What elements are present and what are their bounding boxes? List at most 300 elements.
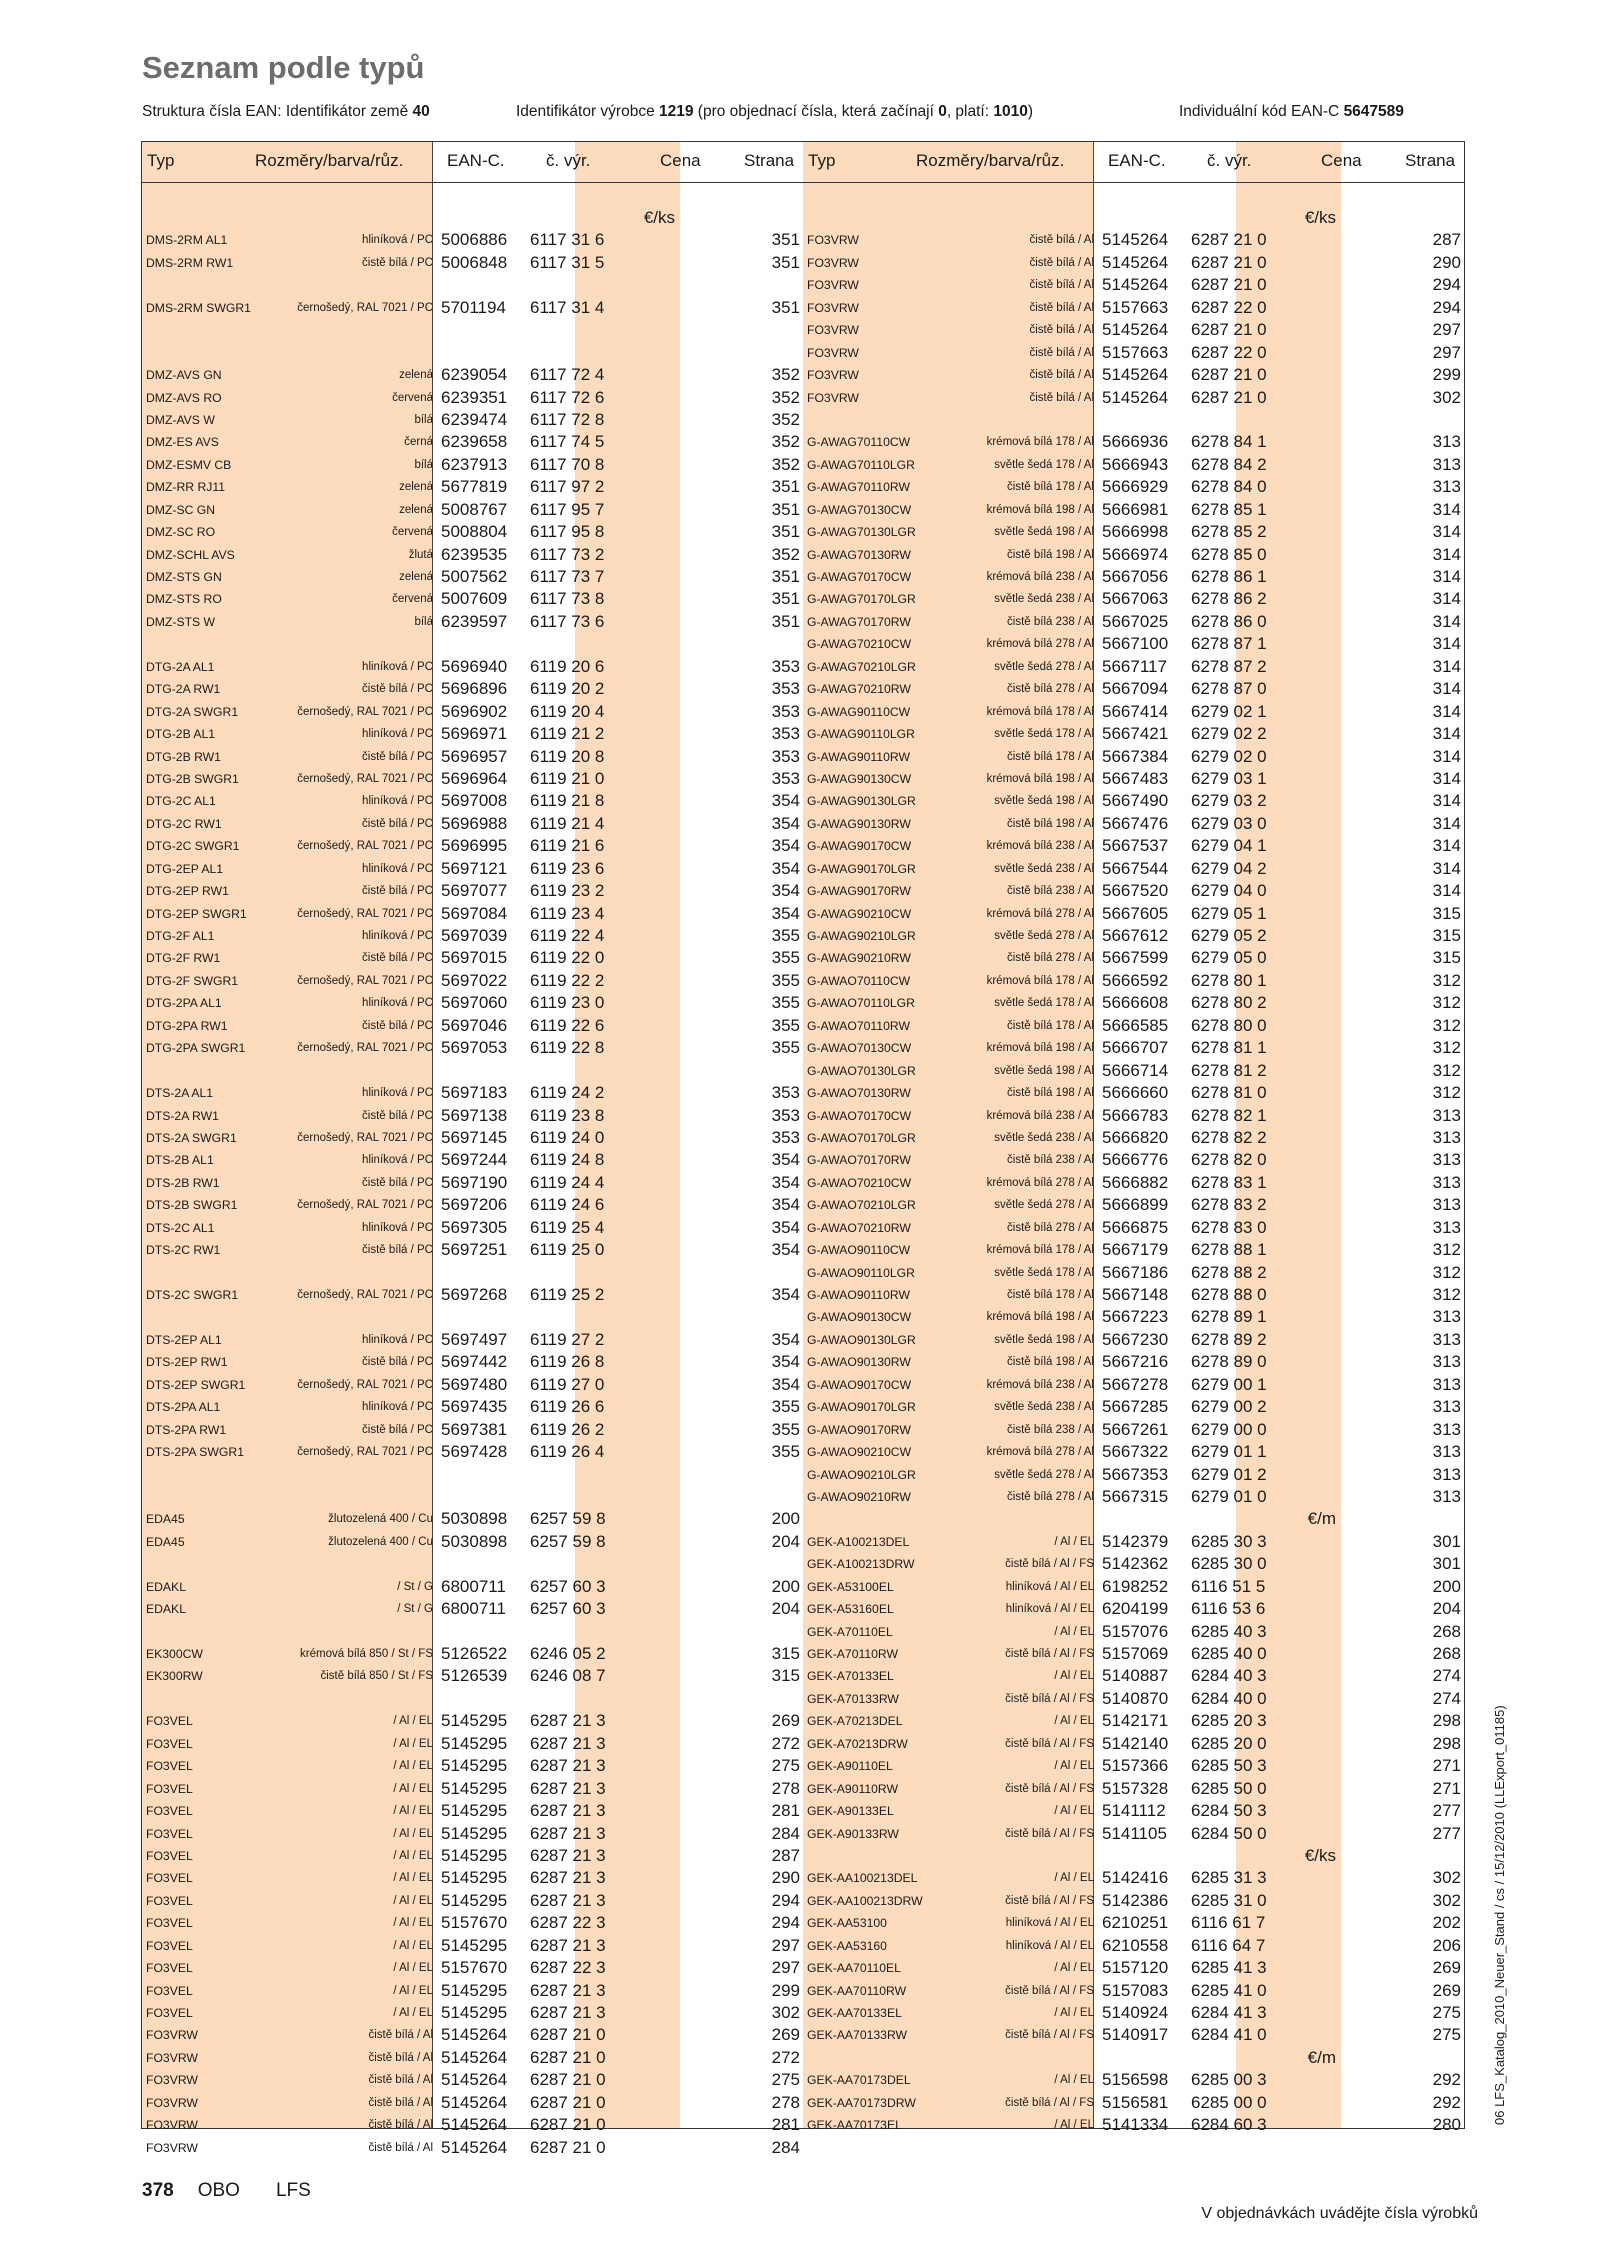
cell-typ: DTG-2EP SWGR1: [146, 906, 247, 921]
cell-strana: 312: [1432, 1060, 1461, 1080]
cell-typ: G-AWAO90110LGR: [807, 1265, 915, 1280]
cell-vyr: 6285 00 3: [1191, 2070, 1267, 2090]
cell-ean: 5145264: [1102, 320, 1169, 340]
cell-vyr: 6117 70 8: [530, 454, 605, 474]
cell-strana: 314: [1432, 881, 1461, 901]
cell-strana: 353: [771, 701, 800, 721]
cell-ean: 5142386: [1102, 1890, 1169, 1910]
cell-ean: 5697060: [441, 993, 508, 1013]
cell-vyr: 6117 95 7: [530, 499, 605, 519]
table-row: [142, 1867, 803, 1889]
cell-typ: G-AWAO90130CW: [807, 1310, 912, 1325]
table-row: [803, 1419, 1464, 1441]
cell-rozmery: čistě bílá 178 / Al: [1007, 1019, 1094, 1032]
table-row: [142, 1755, 803, 1777]
cell-ean: 5666899: [1102, 1195, 1169, 1215]
table-row: [142, 1733, 803, 1755]
cell-rozmery: čistě bílá / Al: [1029, 234, 1094, 247]
cell-rozmery: krémová bílá 198 / Al: [986, 1042, 1094, 1055]
cell-ean: 5145295: [441, 1733, 508, 1753]
cell-typ: GEK-A70133EL: [807, 1669, 894, 1684]
cell-strana: 352: [771, 432, 800, 452]
cell-rozmery: černošedý, RAL 7021 / PC: [297, 1446, 433, 1459]
cell-ean: 5666875: [1102, 1217, 1169, 1237]
table-row: [142, 1912, 803, 1934]
cell-rozmery: čistě bílá / Al / FS: [1005, 1558, 1094, 1571]
cell-typ: EDAKL: [146, 1602, 186, 1617]
table-row: [142, 229, 803, 251]
cell-ean: 5141105: [1102, 1823, 1167, 1843]
cell-strana: 315: [1432, 926, 1461, 945]
cell-strana: 314: [1432, 813, 1461, 833]
table-row: [803, 970, 1464, 992]
cell-ean: 5667605: [1102, 903, 1169, 923]
cell-vyr: 6117 31 5: [530, 252, 605, 272]
cell-typ: EK300RW: [146, 1669, 203, 1684]
cell-strana: 274: [1432, 1666, 1461, 1686]
cell-vyr: 6119 20 6: [530, 656, 605, 676]
cell-vyr: 6278 89 0: [1191, 1352, 1267, 1372]
table-row: [803, 1306, 1464, 1328]
cell-strana: 314: [1432, 544, 1461, 564]
cell-strana: 354: [771, 1240, 800, 1260]
side-export-note: 06 LFS_Katalog_2010_Neuer_Stand / cs / 15/12/2010 (LLExport_01185): [1492, 1705, 1507, 2125]
cell-rozmery: / Al / EL: [393, 1827, 433, 1840]
table-row: [803, 768, 1464, 790]
cell-rozmery: hliníková / PC: [362, 660, 433, 673]
cell-strana: 200: [771, 1509, 800, 1529]
cell-vyr: 6279 00 0: [1191, 1419, 1267, 1439]
table-left-half: [142, 142, 804, 2157]
table-row: [803, 544, 1464, 566]
cell-strana: 314: [1432, 858, 1461, 878]
table-row: [803, 1149, 1464, 1171]
cell-typ: FO3VEL: [146, 1714, 193, 1729]
cell-ean: 5667179: [1102, 1240, 1169, 1260]
cell-ean: 5667544: [1102, 858, 1169, 878]
cell-strana: 204: [771, 1531, 800, 1551]
cell-vyr: 6257 60 3: [530, 1599, 606, 1619]
cell-ean: 5145264: [441, 2092, 508, 2112]
cell-ean: 6239597: [441, 611, 508, 631]
cell-typ: FO3VRW: [807, 390, 859, 405]
table-row: [803, 476, 1464, 498]
cell-rozmery: čistě bílá 198 / Al: [1007, 1356, 1094, 1369]
cell-typ: FO3VEL: [146, 1893, 193, 1908]
table-row: [142, 1778, 803, 1800]
cell-vyr: 6257 60 3: [530, 1576, 606, 1596]
cell-ean: 5697008: [441, 791, 508, 811]
table-row: [142, 1306, 803, 1328]
cell-strana: 269: [1432, 1958, 1461, 1978]
cell-vyr: 6278 86 1: [1191, 567, 1267, 586]
cell-ean: 5667216: [1102, 1352, 1169, 1372]
cell-vyr: 6285 40 3: [1191, 1621, 1267, 1641]
cell-typ: FO3VRW: [146, 2140, 198, 2155]
table-row: [142, 1396, 803, 1418]
cell-typ: DTG-2C SWGR1: [146, 839, 240, 854]
cell-vyr: 6287 21 0: [530, 2115, 606, 2135]
cell-rozmery: hliníková / Al / EL: [1005, 1939, 1094, 1952]
cell-ean: 5697121: [441, 858, 508, 878]
table-row: [142, 1284, 803, 1306]
cell-strana: 313: [1432, 1352, 1461, 1372]
cell-typ: DMZ-SCHL AVS: [146, 547, 235, 562]
table-row: [142, 1149, 803, 1171]
table-row: [803, 1037, 1464, 1059]
cell-vyr: 6284 50 3: [1191, 1801, 1267, 1821]
cell-rozmery: krémová bílá 278 / Al: [986, 1176, 1094, 1189]
cell-typ: G-AWAO70110LGR: [807, 996, 915, 1011]
table-row: [803, 858, 1464, 880]
cell-typ: G-AWAG70170LGR: [807, 592, 916, 607]
table-row: [803, 746, 1464, 768]
cell-vyr: 6287 21 3: [530, 1890, 606, 1910]
cell-typ: G-AWAG90210CW: [807, 906, 912, 921]
cell-ean: 5666592: [1102, 970, 1169, 990]
cell-strana: 268: [1432, 1644, 1461, 1663]
cell-vyr: 6278 87 0: [1191, 679, 1267, 699]
cell-vyr: 6287 21 3: [530, 1868, 606, 1888]
cell-ean: 5667025: [1102, 611, 1169, 631]
cell-rozmery: světle šedá 198 / Al: [994, 526, 1094, 539]
cell-ean: 5140924: [1102, 2003, 1169, 2022]
table-row: [803, 207, 1464, 229]
cell-rozmery: čistě bílá / Al / FS: [1005, 2096, 1094, 2109]
table-row: [803, 1643, 1464, 1665]
cell-rozmery: světle šedá 278 / Al: [994, 1468, 1094, 1481]
cell-vyr: 6119 20 4: [530, 701, 605, 721]
cell-typ: EDA45: [146, 1512, 185, 1527]
cell-ean: 5667537: [1102, 836, 1169, 856]
cell-ean: 5140887: [1102, 1666, 1169, 1686]
table-row: [142, 409, 803, 431]
cell-ean: 5666943: [1102, 454, 1169, 474]
table-row: [803, 409, 1464, 431]
table-row: [803, 790, 1464, 812]
table-right-half: [803, 142, 1464, 2135]
cell-ean: 5697077: [441, 881, 508, 901]
cell-strana: 302: [771, 2003, 800, 2022]
table-row: [803, 2002, 1464, 2024]
table-row: [142, 1105, 803, 1127]
table-row: [142, 207, 803, 229]
cell-ean: 5141112: [1102, 1801, 1166, 1821]
cell-strana: 313: [1432, 1127, 1461, 1147]
cell-strana: 294: [1432, 297, 1461, 317]
cell-vyr: 6284 41 3: [1191, 2003, 1267, 2022]
table-row: [803, 1823, 1464, 1845]
cell-strana: 354: [771, 881, 800, 901]
cell-rozmery: černošedý, RAL 7021 / PC: [297, 974, 433, 987]
table-row: [803, 1778, 1464, 1800]
cell-strana: 302: [1432, 387, 1461, 407]
cell-strana: 272: [771, 1733, 800, 1753]
cell-typ: DMZ-STS RO: [146, 592, 222, 607]
cell-vyr: 6285 40 0: [1191, 1644, 1267, 1663]
cell-typ: G-AWAG70130LGR: [807, 525, 916, 540]
cell-ean: 5008767: [441, 499, 508, 519]
cell-typ: EDAKL: [146, 1579, 186, 1594]
cell-ean: 5006848: [441, 252, 508, 272]
cell-ean: 5697084: [441, 903, 508, 923]
cell-strana: 353: [771, 768, 800, 788]
cell-vyr: 6285 30 0: [1191, 1554, 1267, 1574]
cell-ean: 5666608: [1102, 993, 1169, 1013]
cell-strana: 351: [771, 611, 800, 631]
table-row: [803, 1351, 1464, 1373]
cell-ean: 5667230: [1102, 1329, 1169, 1349]
cell-rozmery: hliníková / PC: [362, 1087, 433, 1100]
cell-vyr: 6287 21 0: [530, 2025, 606, 2045]
cell-typ: FO3VRW: [146, 2073, 198, 2088]
cell-typ: FO3VEL: [146, 1916, 193, 1931]
cell-vyr: 6119 27 2: [530, 1329, 605, 1349]
cell-rozmery: světle šedá 178 / Al: [994, 458, 1094, 471]
cell-rozmery: krémová bílá 238 / Al: [986, 1378, 1094, 1391]
cell-vyr: 6119 22 4: [530, 926, 605, 945]
cell-typ: G-AWAO70170LGR: [807, 1130, 916, 1145]
table-row: [142, 947, 803, 969]
cell-strana: 312: [1432, 1285, 1461, 1304]
table-row: [142, 476, 803, 498]
cell-ean: 5696940: [441, 656, 508, 676]
table-row: [142, 656, 803, 678]
table-row: [803, 1441, 1464, 1463]
cell-vyr: 6119 26 2: [530, 1419, 605, 1439]
cell-vyr: 6278 84 2: [1191, 454, 1267, 474]
cell-strana: 351: [771, 252, 800, 272]
page-number: 378: [142, 2180, 174, 2201]
cell-rozmery: čistě bílá / Al: [1029, 256, 1094, 269]
cell-strana: 269: [771, 1711, 800, 1731]
cell-ean: 5145295: [441, 1823, 508, 1843]
cell-typ: GEK-AA70133EL: [807, 2006, 902, 2020]
cell-strana: 313: [1432, 1195, 1461, 1215]
cell-rozmery: čistě bílá / Al: [1029, 279, 1094, 292]
table-row: [803, 1688, 1464, 1710]
cell-vyr: 6287 21 3: [530, 1778, 606, 1798]
cell-vyr: 6279 05 1: [1191, 903, 1267, 923]
cell-ean: 5667100: [1102, 634, 1169, 654]
cell-strana: 275: [1432, 2025, 1461, 2045]
cell-ean: 5696995: [441, 836, 508, 856]
cell-ean: 5667285: [1102, 1397, 1169, 1417]
cell-rozmery: světle šedá 278 / Al: [994, 930, 1094, 942]
cell-rozmery: hliníková / PC: [362, 234, 433, 247]
cell-rozmery: světle šedá 238 / Al: [994, 1401, 1094, 1414]
cell-typ: G-AWAO90170CW: [807, 1377, 912, 1392]
cell-rozmery: / Al / EL: [393, 2007, 433, 2019]
cell-typ: G-AWAG90170LGR: [807, 861, 916, 876]
cell-rozmery: čistě bílá / Al: [368, 2141, 433, 2154]
cell-strana: 278: [771, 2092, 800, 2112]
cell-vyr: 6278 86 2: [1191, 589, 1267, 609]
cell-typ: DTG-2F SWGR1: [146, 973, 239, 988]
cell-typ: DTS-2EP RW1: [146, 1355, 228, 1370]
cell-strana: 297: [1432, 342, 1461, 362]
cell-rozmery: / Al / EL: [393, 1939, 433, 1952]
cell-rozmery: čistě bílá / Al / FS: [1005, 2029, 1094, 2042]
cell-vyr: 6285 00 0: [1191, 2092, 1267, 2112]
cell-strana: 297: [771, 1958, 800, 1978]
cell-strana: 355: [771, 1442, 800, 1462]
cell-rozmery: krémová bílá 178 / Al: [986, 705, 1094, 718]
table-row: [142, 678, 803, 700]
cell-typ: FO3VEL: [146, 2006, 193, 2020]
cell-rozmery: čistě bílá / PC: [362, 683, 433, 696]
cell-vyr: 6119 21 8: [530, 791, 605, 811]
cell-strana: 313: [1432, 1329, 1461, 1349]
cell-rozmery: čistě bílá / Al: [1029, 369, 1094, 382]
cell-typ: GEK-A90133EL: [807, 1804, 894, 1819]
cell-rozmery: / Al / EL: [393, 1917, 433, 1930]
table-row: [803, 252, 1464, 274]
table-row: [803, 1172, 1464, 1194]
table-row: [803, 1374, 1464, 1396]
table-row: [803, 431, 1464, 453]
cell-vyr: 6279 00 2: [1191, 1397, 1267, 1417]
cell-strana: 206: [1432, 1935, 1461, 1955]
cell-rozmery: bílá: [414, 458, 433, 471]
table-row: [142, 364, 803, 386]
cell-rozmery: hliníková / PC: [362, 997, 433, 1010]
cell-strana: 353: [771, 724, 800, 744]
cell-rozmery: krémová bílá 278 / Al: [986, 1446, 1094, 1459]
cell-ean: 5142171: [1102, 1711, 1169, 1731]
cell-vyr: 6278 87 2: [1191, 656, 1267, 676]
cell-typ: G-AWAO90170LGR: [807, 1400, 916, 1415]
cell-ean: 5145295: [441, 1801, 508, 1821]
header-cena: Cena: [1321, 151, 1362, 170]
cell-cena: €/ks: [1304, 208, 1336, 227]
cell-rozmery: / Al / EL: [1054, 1670, 1094, 1683]
table-row: [142, 2114, 803, 2136]
cell-rozmery: zelená: [399, 571, 433, 583]
cell-ean: 5667186: [1102, 1262, 1169, 1282]
cell-typ: GEK-AA100213DRW: [807, 1893, 923, 1908]
table-row: [803, 1486, 1464, 1508]
table-row: [142, 611, 803, 633]
cell-rozmery: čistě bílá 238 / Al: [1007, 1154, 1094, 1167]
cell-strana: 269: [771, 2025, 800, 2045]
cell-ean: 6204199: [1102, 1599, 1169, 1619]
cell-typ: DTG-2C AL1: [146, 794, 216, 809]
cell-ean: 5667599: [1102, 948, 1169, 968]
cell-rozmery: světle šedá 238 / Al: [994, 1131, 1094, 1144]
cell-vyr: 6278 80 2: [1191, 993, 1267, 1013]
cell-ean: 5157663: [1102, 297, 1169, 317]
cell-typ: G-AWAG70110LGR: [807, 457, 915, 472]
cell-strana: 313: [1432, 454, 1461, 474]
table-row: [142, 835, 803, 857]
cell-ean: 5697435: [441, 1397, 508, 1417]
cell-ean: 5145295: [441, 1868, 508, 1888]
cell-ean: 5006886: [441, 230, 508, 250]
cell-rozmery: světle šedá 238 / Al: [994, 862, 1094, 875]
cell-ean: 5697046: [441, 1015, 508, 1035]
table-row: [142, 1060, 803, 1082]
cell-vyr: 6119 23 4: [530, 903, 605, 923]
cell-vyr: 6279 00 1: [1191, 1374, 1267, 1394]
cell-strana: 200: [771, 1576, 800, 1596]
cell-rozmery: krémová bílá 278 / Al: [986, 907, 1094, 920]
cell-ean: 5145295: [441, 1890, 508, 1910]
cell-ean: 5666660: [1102, 1083, 1169, 1103]
cell-vyr: 6285 20 0: [1191, 1733, 1267, 1753]
cell-vyr: 6116 61 7: [1191, 1913, 1266, 1933]
cell-vyr: 6119 24 8: [530, 1150, 605, 1170]
table-row: [142, 387, 803, 409]
cell-typ: DTS-2A AL1: [146, 1086, 214, 1101]
table-row: [803, 1710, 1464, 1732]
cell-typ: GEK-A100213DEL: [807, 1534, 910, 1549]
cell-ean: 5145295: [441, 1845, 508, 1865]
cell-vyr: 6119 22 0: [530, 948, 605, 968]
cell-ean: 5697039: [441, 926, 508, 945]
cell-ean: 5157069: [1102, 1644, 1169, 1663]
cell-rozmery: / Al / EL: [393, 1715, 433, 1728]
table-row: [803, 1194, 1464, 1216]
cell-strana: 353: [771, 1105, 800, 1125]
table-row: [142, 925, 803, 947]
cell-typ: DTG-2PA SWGR1: [146, 1041, 246, 1056]
cell-typ: DMZ-SC GN: [146, 502, 216, 517]
cell-typ: G-AWAO90130RW: [807, 1355, 911, 1370]
cell-rozmery: hliníková / PC: [362, 1221, 433, 1234]
cell-vyr: 6279 04 1: [1191, 836, 1267, 856]
cell-typ: G-AWAO90130LGR: [807, 1332, 916, 1347]
cell-strana: 352: [771, 454, 800, 474]
cell-strana: 277: [1432, 1823, 1461, 1843]
cell-ean: 5666929: [1102, 477, 1169, 497]
cell-typ: G-AWAG70130CW: [807, 502, 912, 517]
cell-strana: 271: [1432, 1756, 1461, 1776]
table-row: [803, 813, 1464, 835]
cell-strana: 351: [771, 567, 800, 586]
cell-rozmery: čistě bílá / Al / FS: [1005, 1737, 1094, 1750]
cell-rozmery: světle šedá 198 / Al: [994, 795, 1094, 808]
cell-strana: 352: [771, 365, 800, 385]
table-row: [142, 1553, 803, 1575]
cell-ean: 5145264: [441, 2115, 508, 2135]
table-row: [142, 521, 803, 543]
cell-typ: FO3VRW: [807, 278, 859, 293]
cell-typ: DTG-2F RW1: [146, 951, 221, 966]
cell-strana: 351: [771, 230, 800, 250]
cell-vyr: 6287 21 0: [1191, 387, 1267, 407]
cell-rozmery: bílá: [414, 413, 433, 426]
cell-rozmery: / Al / EL: [393, 1805, 433, 1818]
table-row: [803, 1890, 1464, 1912]
cell-strana: 351: [771, 589, 800, 609]
cell-typ: DTG-2B RW1: [146, 749, 221, 764]
cell-vyr: 6119 24 4: [530, 1172, 605, 1192]
table-row: [142, 1329, 803, 1351]
cell-vyr: 6119 21 4: [530, 813, 605, 833]
cell-typ: G-AWAO90110RW: [807, 1288, 910, 1302]
cell-typ: GEK-AA70110RW: [807, 1983, 907, 1998]
cell-vyr: 6285 41 0: [1191, 1980, 1267, 2000]
cell-strana: 313: [1432, 1419, 1461, 1439]
cell-vyr: 6279 05 0: [1191, 948, 1267, 968]
table-row: [803, 1665, 1464, 1687]
cell-strana: 284: [771, 1823, 800, 1843]
cell-vyr: 6119 20 2: [530, 679, 605, 699]
cell-rozmery: čistě bílá / Al / FS: [1005, 1648, 1094, 1660]
cell-typ: DTG-2EP AL1: [146, 861, 223, 876]
header-strana: Strana: [1405, 151, 1456, 170]
